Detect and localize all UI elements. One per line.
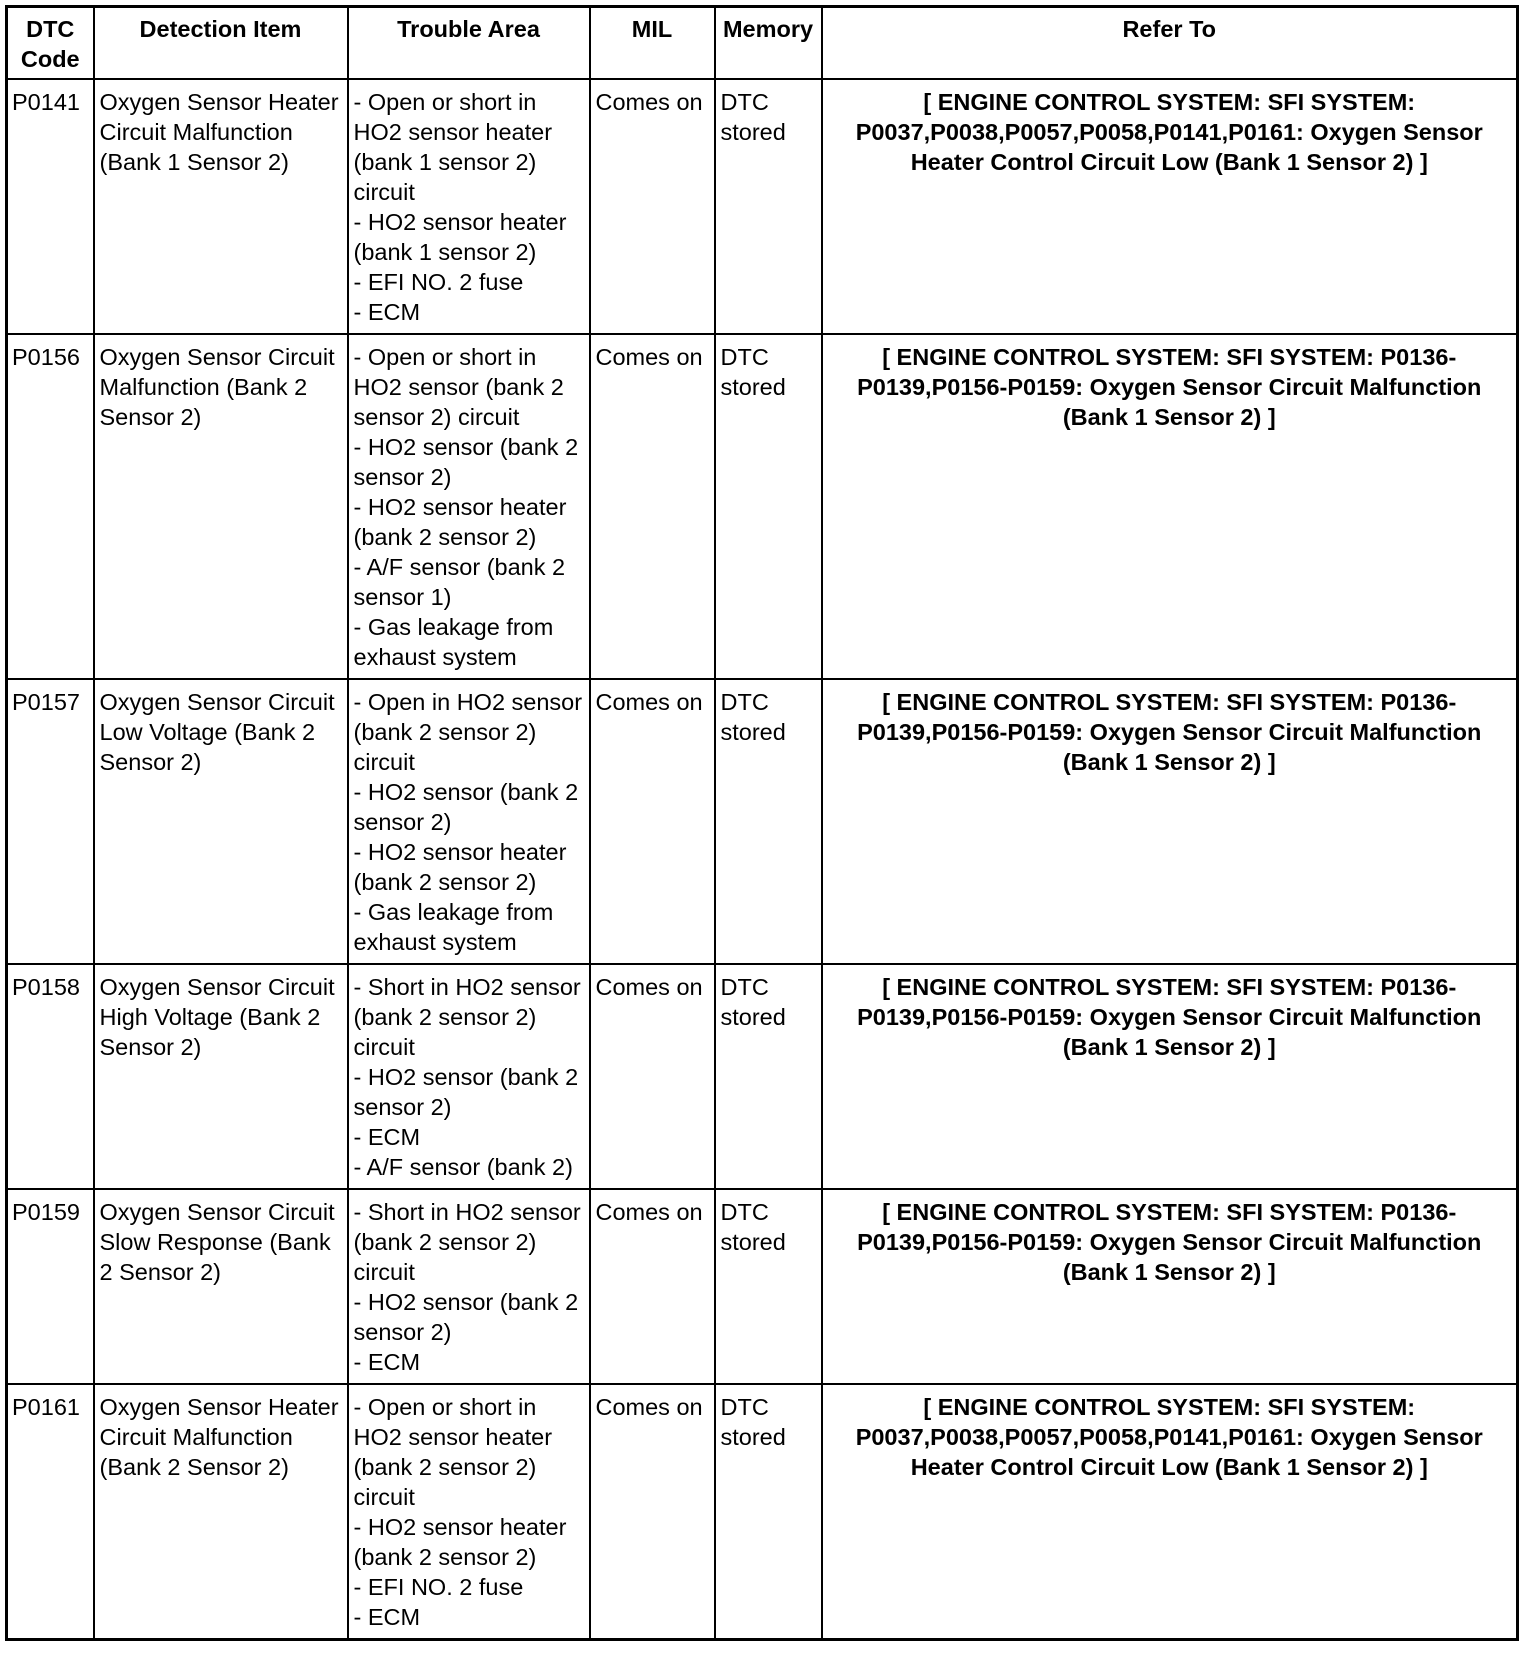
memory-cell: DTC stored (715, 1384, 822, 1640)
trouble-area-line: - EFI NO. 2 fuse (353, 269, 524, 295)
memory-cell: DTC stored (715, 79, 822, 334)
trouble-area-line: - Open or short in HO2 sensor heater (bank 1 sensor 2) circuit (353, 89, 553, 205)
table-row (7, 334, 1518, 679)
header-refer-to: Refer To (822, 7, 1518, 80)
trouble-area-line: - HO2 sensor heater (bank 2 sensor 2) (353, 494, 567, 550)
trouble-area-cell (348, 79, 590, 334)
trouble-area-line: - ECM (353, 1124, 421, 1150)
refer-to-cell: [ ENGINE CONTROL SYSTEM: SFI SYSTEM: P0037,P0038,P0057,P0058,P0141,P0161: Oxygen Sensor Heater Control Circuit Low (Bank 1 Sensor 2) ] (822, 79, 1518, 334)
trouble-area-line: - Open or short in HO2 sensor heater (bank 2 sensor 2) circuit (353, 1394, 553, 1510)
trouble-area-line: - HO2 sensor (bank 2 sensor 2) (353, 434, 579, 490)
memory-cell: DTC stored (715, 334, 822, 679)
dtc-code-cell: P0157 (7, 679, 94, 964)
trouble-area-line: - ECM (353, 1604, 421, 1630)
memory-cell: DTC stored (715, 964, 822, 1189)
trouble-area-cell (348, 679, 590, 964)
table-row (7, 1384, 1518, 1640)
detection-item-cell: Oxygen Sensor Circuit High Voltage (Bank 2 Sensor 2) (94, 964, 348, 1189)
header-memory: Memory (715, 7, 822, 80)
dtc-code-cell: P0158 (7, 964, 94, 1189)
trouble-area-line: - Open in HO2 sensor (bank 2 sensor 2) circuit (353, 689, 583, 775)
mil-cell: Comes on (590, 334, 715, 679)
refer-to-cell: [ ENGINE CONTROL SYSTEM: SFI SYSTEM: P0136-P0139,P0156-P0159: Oxygen Sensor Circuit Malfunction (Bank 1 Sensor 2) ] (822, 334, 1518, 679)
mil-cell: Comes on (590, 679, 715, 964)
detection-item-cell: Oxygen Sensor Heater Circuit Malfunction (Bank 1 Sensor 2) (94, 79, 348, 334)
mil-cell: Comes on (590, 1384, 715, 1640)
trouble-area-line: - Open or short in HO2 sensor (bank 2 sensor 2) circuit (353, 344, 564, 430)
trouble-area-line: - HO2 sensor (bank 2 sensor 2) (353, 1289, 579, 1345)
trouble-area-line: - Short in HO2 sensor (bank 2 sensor 2) circuit (353, 1199, 581, 1285)
trouble-area-line: - A/F sensor (bank 2 sensor 1) (353, 554, 566, 610)
trouble-area-cell (348, 1189, 590, 1384)
table-row (7, 679, 1518, 964)
trouble-area-line: - EFI NO. 2 fuse (353, 1574, 524, 1600)
detection-item-cell: Oxygen Sensor Heater Circuit Malfunction (Bank 2 Sensor 2) (94, 1384, 348, 1640)
table-body (7, 79, 1518, 1640)
mil-cell: Comes on (590, 79, 715, 334)
trouble-area-line: - A/F sensor (bank 2) (353, 1154, 573, 1180)
dtc-code-cell: P0156 (7, 334, 94, 679)
refer-to-cell: [ ENGINE CONTROL SYSTEM: SFI SYSTEM: P0136-P0139,P0156-P0159: Oxygen Sensor Circuit Malfunction (Bank 1 Sensor 2) ] (822, 964, 1518, 1189)
dtc-code-cell: P0141 (7, 79, 94, 334)
table-row (7, 1189, 1518, 1384)
trouble-area-cell (348, 1384, 590, 1640)
trouble-area-cell (348, 964, 590, 1189)
table-row (7, 79, 1518, 334)
table-header-row (7, 7, 1518, 80)
header-trouble-area: Trouble Area (348, 7, 590, 80)
detection-item-cell: Oxygen Sensor Circuit Low Voltage (Bank 2 Sensor 2) (94, 679, 348, 964)
dtc-code-cell: P0161 (7, 1384, 94, 1640)
table-row (7, 964, 1518, 1189)
header-dtc-code: DTC Code (7, 7, 94, 80)
trouble-area-line: - HO2 sensor (bank 2 sensor 2) (353, 1064, 579, 1120)
detection-item-cell: Oxygen Sensor Circuit Malfunction (Bank 2 Sensor 2) (94, 334, 348, 679)
memory-cell: DTC stored (715, 1189, 822, 1384)
trouble-area-line: - HO2 sensor (bank 2 sensor 2) (353, 779, 579, 835)
memory-cell: DTC stored (715, 679, 822, 964)
trouble-area-line: - HO2 sensor heater (bank 2 sensor 2) (353, 1514, 567, 1570)
mil-cell: Comes on (590, 964, 715, 1189)
dtc-table (5, 5, 1519, 1641)
trouble-area-line: - ECM (353, 1349, 421, 1375)
trouble-area-line: - ECM (353, 299, 421, 325)
refer-to-cell: [ ENGINE CONTROL SYSTEM: SFI SYSTEM: P0136-P0139,P0156-P0159: Oxygen Sensor Circuit Malfunction (Bank 1 Sensor 2) ] (822, 1189, 1518, 1384)
refer-to-cell: [ ENGINE CONTROL SYSTEM: SFI SYSTEM: P0037,P0038,P0057,P0058,P0141,P0161: Oxygen Sensor Heater Control Circuit Low (Bank 1 Sensor 2) ] (822, 1384, 1518, 1640)
trouble-area-cell (348, 334, 590, 679)
trouble-area-line: - Gas leakage from exhaust system (353, 614, 554, 670)
header-detection-item: Detection Item (94, 7, 348, 80)
header-mil: MIL (590, 7, 715, 80)
trouble-area-line: - Short in HO2 sensor (bank 2 sensor 2) circuit (353, 974, 581, 1060)
refer-to-cell: [ ENGINE CONTROL SYSTEM: SFI SYSTEM: P0136-P0139,P0156-P0159: Oxygen Sensor Circuit Malfunction (Bank 1 Sensor 2) ] (822, 679, 1518, 964)
trouble-area-line: - HO2 sensor heater (bank 1 sensor 2) (353, 209, 567, 265)
trouble-area-line: - Gas leakage from exhaust system (353, 899, 554, 955)
detection-item-cell: Oxygen Sensor Circuit Slow Response (Bank 2 Sensor 2) (94, 1189, 348, 1384)
mil-cell: Comes on (590, 1189, 715, 1384)
trouble-area-line: - HO2 sensor heater (bank 2 sensor 2) (353, 839, 567, 895)
dtc-code-cell: P0159 (7, 1189, 94, 1384)
